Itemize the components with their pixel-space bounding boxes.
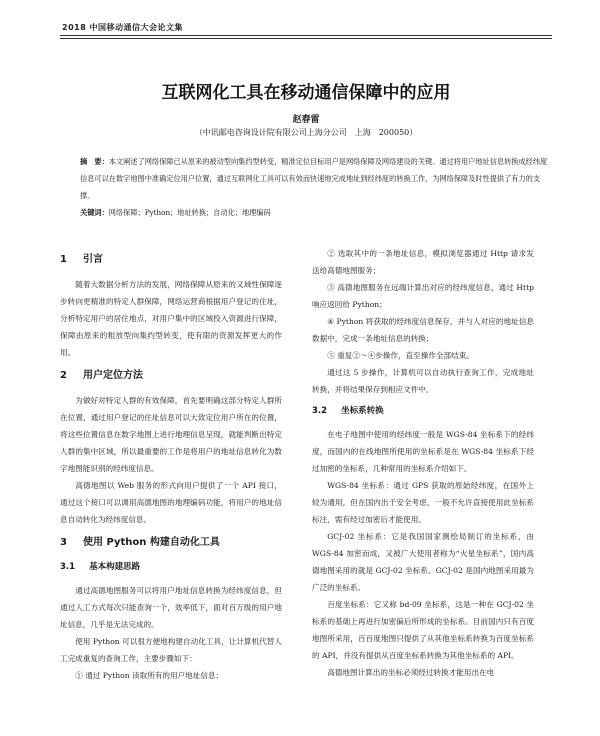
heading-number: 2 — [60, 370, 67, 381]
heading-title: 使用 Python 构建自动化工具 — [82, 537, 220, 548]
body-paragraph: WGS-84 坐标系：通过 GPS 获取的原始经纬度，在国外上较为通用，但在国内出于安全考虑，一般不允许直接使用此坐标系标注，需有经过加密后才能使用。 — [312, 481, 534, 524]
author-name: 赵春雷 — [292, 115, 320, 125]
running-header: 2018 中国移动通信大会论文集 — [62, 23, 184, 32]
body-paragraph: 百度坐标系：它又称 bd-09 坐标系，这是一种在 GCJ-02 坐标系的基础上再进行加密偏后所形成的坐标系。目前国内只有百度地图所采用，百百度地图只提供了从其他坐标系转换为百度坐标系的 API，并没有提供从百度坐标系转换为其他坐标系的 API。 — [312, 600, 534, 660]
heading-title: 引言 — [82, 254, 103, 265]
heading-title: 用户定位方法 — [82, 370, 143, 381]
author-affiliation: （中讯邮电咨询设计院有限公司上海分公司 上海 200050） — [194, 128, 418, 137]
subsection-heading — [312, 403, 534, 420]
body-paragraph: 通过高德地图服务可以将用户地址信息转换为经纬度信息，但通过人工方式每次只能查询一个，效率低下，面对百万级的用户地址信息，几乎是无法完成的。 — [60, 586, 282, 629]
keywords-line — [80, 204, 548, 221]
body-paragraph: ④ Python 将获取的经纬度信息保存，并与人对应的地址信息数据中，完成一条地址信息的转换； — [312, 317, 534, 343]
right-column — [312, 245, 534, 681]
body-paragraph: 高德地图计算出的坐标必须经过转换才能用出在电 — [327, 668, 495, 677]
heading-title: 坐标系转换 — [341, 406, 384, 416]
body-paragraph: 为做好对特定人群的有效保障，首先要明确这部分特定人群所在位置，通过用户登记的住址信息可以大致定位用户所在的位置，将这些位置信息在数字地图上进行地理信息呈现，就能判断出特定人群的集中区域，所以最重要的工作是将用户的地址信息转化为数字地图能识别的经纬度信息。 — [60, 396, 282, 473]
body-paragraph: ① 通过 Python 读取所有的用户地址信息； — [75, 671, 224, 680]
section-heading — [60, 367, 282, 384]
keywords-text: 网络保障；Python；地址转换；自动化；地理编码 — [108, 208, 271, 217]
abstract-text: 本文阐述了网络保障已从原来的被动型向集约型转变，精准定位目标用户是网络保障及网络建设的关键。通过将用户地址信息转换成经纬度信息可以在数字地图中准确定位用户位置，通过互联网化工具可以有效而快速地完成地址到经纬度的转换工作，为网络保障及时性提供了有力的支撑。 — [80, 157, 548, 200]
abstract-block — [80, 153, 548, 221]
heading-number: 3 — [60, 537, 67, 548]
left-column — [60, 245, 282, 684]
subsection-heading — [60, 559, 282, 576]
heading-number: 3.1 — [60, 562, 76, 572]
body-paragraph: 通过这 5 步操作，计算机可以自动执行查询工作，完成地址转换，并将结果保存到相应文件中。 — [312, 368, 534, 394]
header-rule-top — [60, 35, 552, 36]
body-paragraph: 随着大数据分析方法的发展，网络保障从原来的又域性保障逐步转向更精准的特定人群保障，网络运营商根据用户登记的住址，分析特定用户的居住地点，对用户集中的区域投入资源进行保障，保障由原来的粗放型向集约型转变，使有限的资源发挥更大的作用。 — [60, 280, 282, 357]
body-paragraph: 高德地图以 Web 服务的形式向用户提供了一个 API 接口，通过这个接口可以调用高德地图的地理编码功能，将用户的地址信息自动转化为经纬度信息。 — [60, 481, 282, 524]
body-paragraph: GCJ-02 坐标系：它是我国国家测绘局制订的坐标系，由 WGS-84 加密而成，又被广大使用者称为“火星坐标系”，国内高德地图采用的就是 GCJ-02 坐标系。GCJ-02 是国内地图采用最为广泛的坐标系。 — [312, 532, 534, 592]
body-paragraph: ⑤ 重复②～④步操作，直至操作全部结束。 — [327, 351, 474, 360]
heading-number: 1 — [60, 254, 67, 265]
paper-title: 互联网化工具在移动通信保障中的应用 — [161, 83, 451, 103]
heading-number: 3.2 — [312, 406, 328, 416]
abstract-paragraph — [80, 153, 548, 204]
section-heading — [60, 251, 282, 268]
section-heading — [60, 534, 282, 551]
keywords-label: 关键词： — [80, 208, 109, 217]
abstract-label: 摘 要： — [80, 157, 109, 166]
body-paragraph: 使用 Python 可以很方便地构建自动化工具，让计算机代替人工完成重复的查询工作，主要步骤如下： — [60, 637, 282, 663]
header-rule-bottom — [60, 38, 552, 39]
body-paragraph: ② 选取其中的一条地址信息，模拟浏览器通过 Http 请求发送给高德地图服务； — [312, 249, 534, 275]
body-paragraph: ③ 高德地图服务在远端计算出对应的经纬度信息，通过 Http 响应返回给 Python； — [312, 283, 534, 309]
heading-title: 基本构建思路 — [89, 562, 141, 572]
body-paragraph: 在电子地图中使用的经纬度一般是 WGS-84 坐标系下的经纬度，而国内的在线地图所使用的坐标系是在 WGS-84 坐标系下经过加密的坐标系，几种常用的坐标系介绍如下。 — [312, 430, 534, 473]
